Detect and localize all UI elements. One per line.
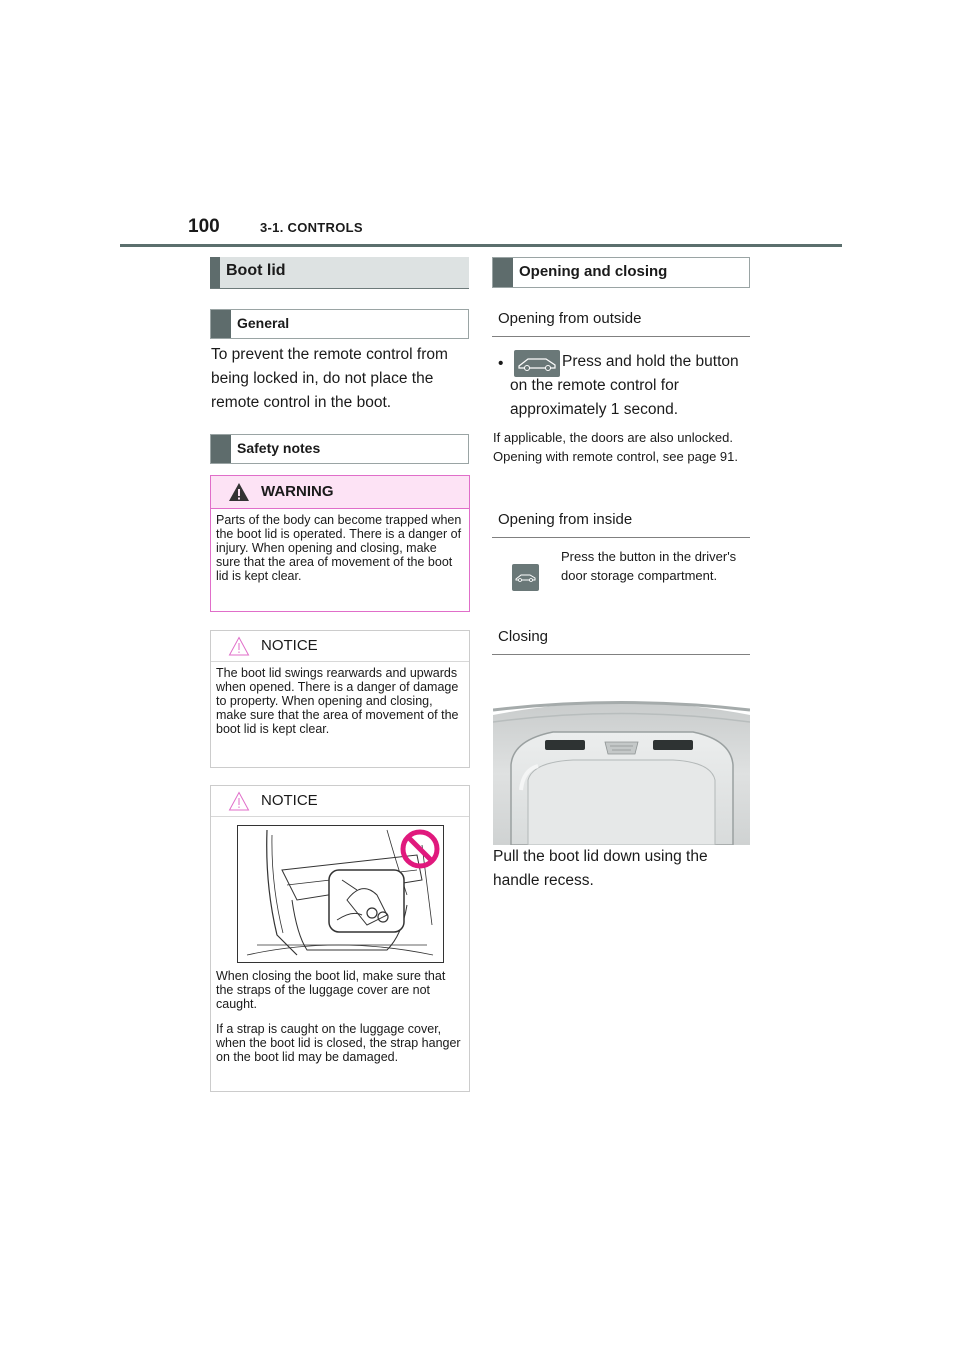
warning-header — [211, 476, 469, 509]
section-title: Opening and closing — [519, 263, 668, 280]
heading-label: Opening from inside — [498, 511, 633, 528]
notice-box-2 — [210, 785, 470, 1092]
notice-label: NOTICE — [261, 637, 318, 654]
bullet-text: Press and hold the button on the remote control for approximately 1 second. — [510, 353, 739, 418]
inside-text: Press the button in the driver's door storage compartment. — [561, 549, 737, 583]
warning-label: WARNING — [261, 483, 334, 500]
warning-box — [210, 475, 470, 612]
notice-text: The boot lid swings rearwards and upwards when opened. There is a danger of damage to property. When opening and closing, make sure that the area of movement of the boot lid is kept clear. — [216, 666, 459, 736]
heading-label: Opening from outside — [498, 310, 642, 327]
warning-triangle-icon — [228, 482, 250, 502]
notice-triangle-icon — [228, 636, 250, 656]
boot-release-button-icon — [512, 564, 539, 591]
section-heading-opening-closing — [492, 257, 750, 288]
heading-closing — [492, 623, 750, 655]
subheading-general — [210, 309, 469, 339]
notice-text-1: When closing the boot lid, make sure that the straps of the luggage cover are not caught. — [216, 969, 446, 1011]
notice-label: NOTICE — [261, 792, 318, 809]
section-title: Boot lid — [226, 262, 286, 279]
subheading-label: Safety notes — [237, 440, 321, 456]
notice-text-2: If a strap is caught on the luggage cover, when the boot lid is closed, the strap hanger on the boot lid may be damaged. — [216, 1022, 461, 1064]
page-number: 100 — [188, 216, 220, 237]
notice-box-1 — [210, 630, 470, 768]
boot-strap-illustration — [237, 825, 444, 963]
notice-header — [211, 631, 469, 662]
boot-lid-handle-photo — [493, 670, 750, 845]
section-heading-boot-lid — [210, 257, 469, 289]
closing-text: Pull the boot lid down using the handle recess. — [493, 848, 708, 889]
general-paragraph: To prevent the remote control from being locked in, do not place the remote control in the boot. — [211, 346, 448, 411]
header-divider — [120, 244, 842, 247]
notice-header — [211, 786, 469, 817]
heading-label: Closing — [498, 628, 549, 645]
notice-triangle-icon — [228, 791, 250, 811]
subheading-safety-notes — [210, 434, 469, 464]
subheading-label: General — [237, 315, 290, 331]
outside-note: If applicable, the doors are also unlocked. Opening with remote control, see page 91. — [493, 430, 738, 464]
warning-text: Parts of the body can become trapped when the boot lid is operated. There is a danger of injury. When opening and closing, make sure that the area of movement of the boot lid is kept clear. — [216, 513, 462, 583]
bullet-item-remote: • — [498, 350, 748, 377]
heading-opening-inside — [492, 506, 750, 538]
chapter-title: 3-1. CONTROLS — [260, 220, 363, 235]
heading-opening-outside — [492, 305, 750, 337]
